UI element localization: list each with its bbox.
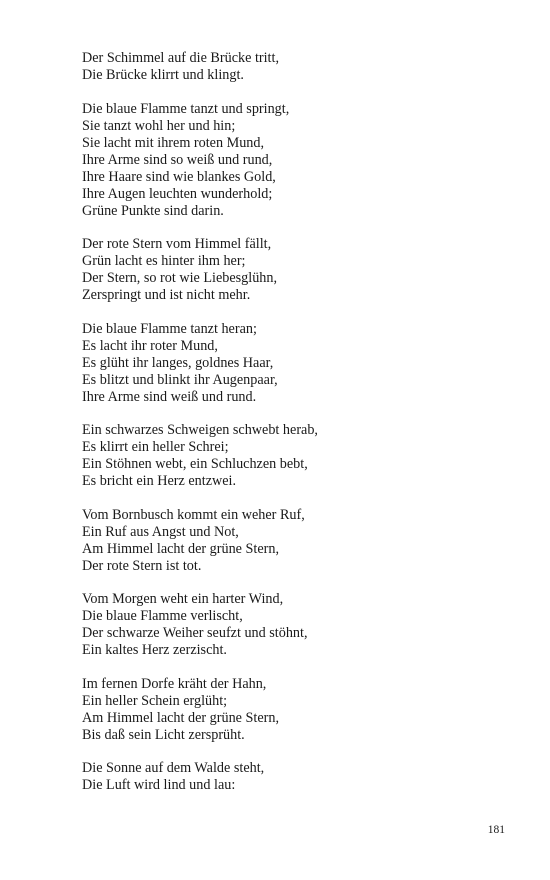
poem-line: Grüne Punkte sind darin. xyxy=(82,202,224,219)
stanza xyxy=(82,591,512,659)
poem-line: Die blaue Flamme verlischt, xyxy=(82,608,243,624)
poem-line: Am Himmel lacht der grüne Stern, xyxy=(82,540,279,557)
stanza xyxy=(82,321,512,406)
poem-line: Der rote Stern vom Himmel fällt, xyxy=(82,236,272,252)
poem-line: Ein Ruf aus Angst und Not, xyxy=(82,523,239,540)
poem-line: Sie lacht mit ihrem roten Mund, xyxy=(82,134,265,151)
poem-line: Die blaue Flamme tanzt und springt, xyxy=(82,100,290,117)
page-number: 181 xyxy=(487,824,505,836)
poem-line: Die Sonne auf dem Walde steht, xyxy=(82,760,265,776)
poem-line: Grün lacht es hinter ihm her; xyxy=(82,253,246,269)
stanza xyxy=(82,422,512,490)
poem-line: Es bricht ein Herz entzwei. xyxy=(82,473,237,489)
poem-line: Ein Stöhnen webt, ein Schluchzen bebt, xyxy=(82,456,308,472)
poem-line: Ihre Augen leuchten wunderhold; xyxy=(82,185,273,202)
poem-line: Im fernen Dorfe kräht der Hahn, xyxy=(82,675,267,692)
poem-line: Die Brücke klirrt und klingt. xyxy=(82,67,244,83)
stanza xyxy=(82,101,512,220)
stanza xyxy=(82,676,512,744)
poem-text xyxy=(82,50,512,811)
poem-line: Bis daß sein Licht zersprüht. xyxy=(82,726,245,743)
poem-line: Es klirrt ein heller Schrei; xyxy=(82,439,229,455)
poem-line: Die Luft wird lind und lau: xyxy=(82,777,236,793)
poem-line: Der schwarze Weiher seufzt und stöhnt, xyxy=(82,625,308,641)
stanza xyxy=(82,236,512,304)
stanza xyxy=(82,760,512,794)
stanza xyxy=(82,507,512,575)
poem-line: Die blaue Flamme tanzt heran; xyxy=(82,320,257,337)
poem-line: Ein schwarzes Schweigen schwebt herab, xyxy=(82,422,318,438)
poem-line: Vom Bornbusch kommt ein weher Ruf, xyxy=(82,506,305,523)
poem-line: Ihre Arme sind weiß und rund. xyxy=(82,388,257,405)
stanza xyxy=(82,50,512,84)
poem-line: Es glüht ihr langes, goldnes Haar, xyxy=(82,354,274,371)
poem-line: Vom Morgen weht ein harter Wind, xyxy=(82,591,284,607)
poem-line: Zerspringt und ist nicht mehr. xyxy=(82,287,251,303)
poem-line: Ein heller Schein erglüht; xyxy=(82,692,228,709)
poem-line: Sie tanzt wohl her und hin; xyxy=(82,117,236,134)
poem-line: Der rote Stern ist tot. xyxy=(82,557,202,574)
poem-line: Ihre Haare sind wie blankes Gold, xyxy=(82,168,276,185)
poem-line: Der Stern, so rot wie Liebesglühn, xyxy=(82,270,278,286)
poem-line: Am Himmel lacht der grüne Stern, xyxy=(82,709,279,726)
poem-line: Ihre Arme sind so weiß und rund, xyxy=(82,151,273,168)
poem-line: Ein kaltes Herz zerzischt. xyxy=(82,642,227,658)
poem-line: Es lacht ihr roter Mund, xyxy=(82,337,218,354)
poem-line: Der Schimmel auf die Brücke tritt, xyxy=(82,50,279,66)
poem-line: Es blitzt und blinkt ihr Augenpaar, xyxy=(82,371,278,388)
